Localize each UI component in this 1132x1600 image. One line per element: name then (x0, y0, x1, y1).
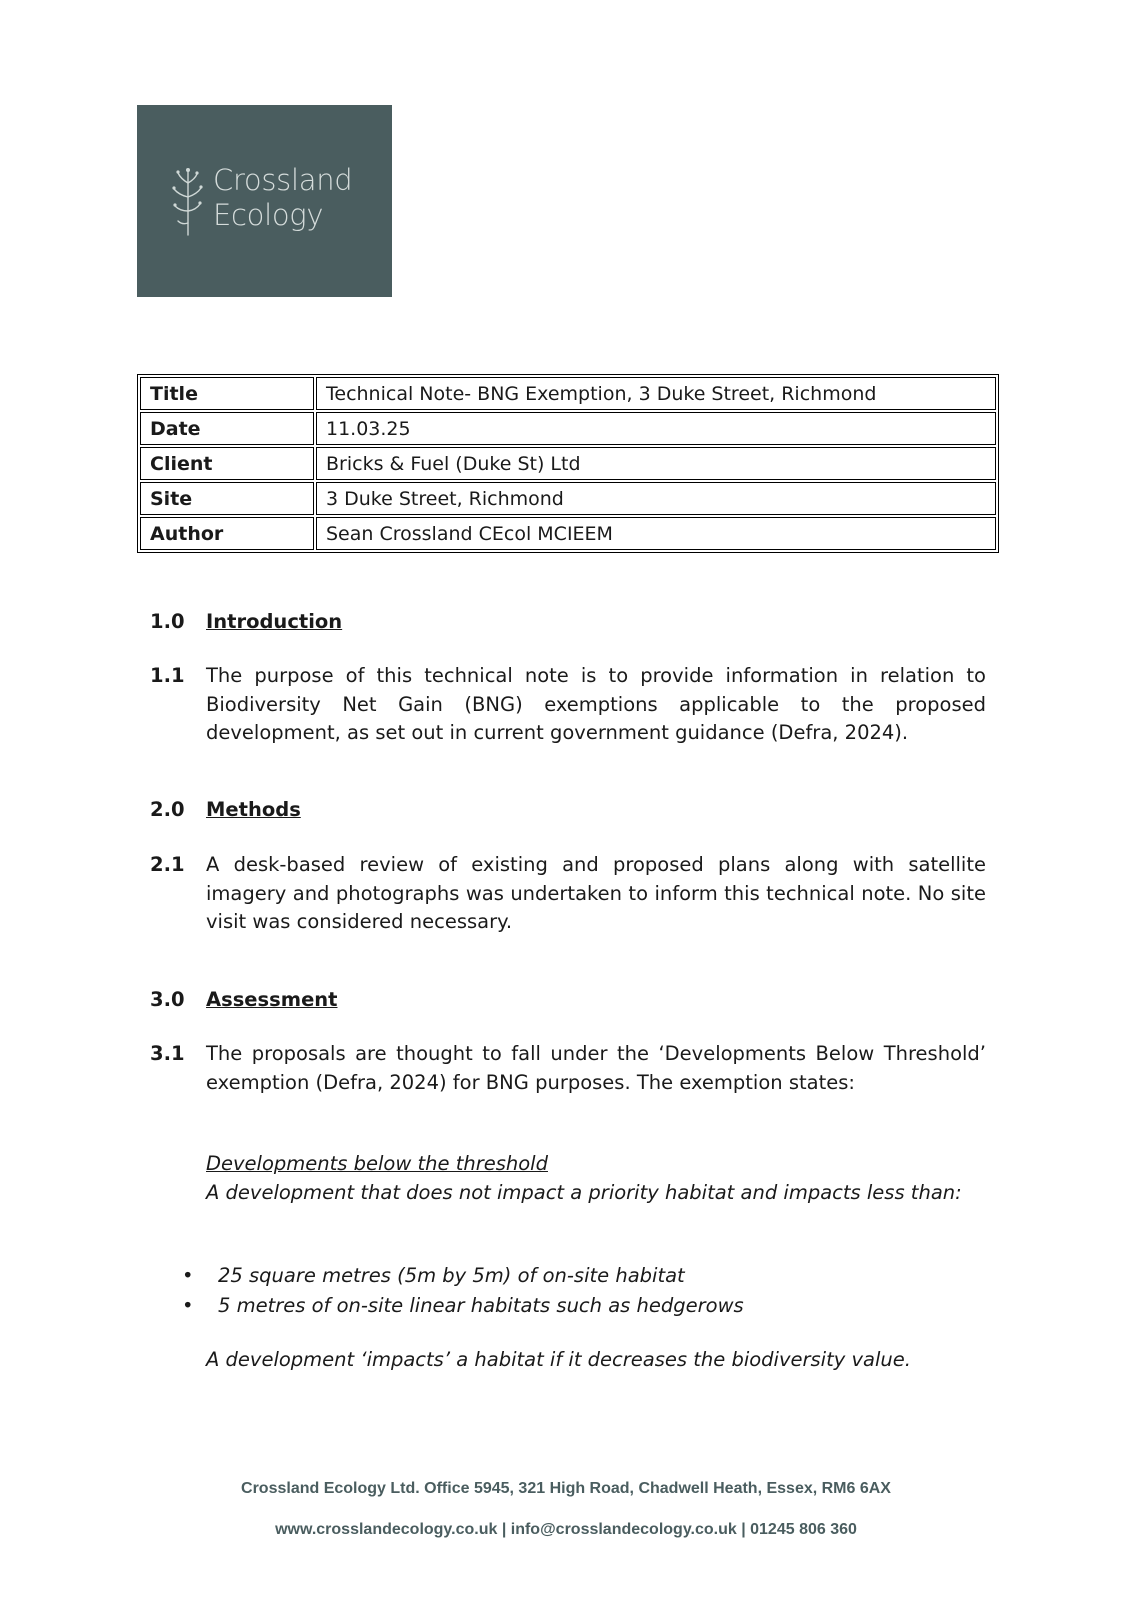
row-key: Title (140, 377, 314, 410)
paragraph-text: The proposals are thought to fall under the ‘Developments Below Threshold’ exemption (Defra, 2024) for BNG purposes. The exemption states: (206, 1042, 986, 1094)
footer-contact: www.crosslandecology.co.uk | info@crosslandecology.co.uk | 01245 806 360 (275, 1521, 857, 1538)
section-number: 3.0 (150, 988, 185, 1011)
table-row (140, 412, 996, 445)
section-title: Assessment (206, 988, 338, 1011)
bullet-list (150, 1261, 986, 1321)
list-item: • 5 metres of on-site linear habitats such as hedgerows (150, 1291, 986, 1321)
row-key: Client (140, 447, 314, 480)
paragraph-1-1 (150, 662, 986, 748)
document-info-table (137, 374, 999, 553)
section-heading-assessment (150, 986, 986, 1015)
section-number: 2.0 (150, 798, 185, 821)
row-value: 11.03.25 (316, 412, 996, 445)
section-number: 1.0 (150, 610, 185, 633)
paragraph-number: 1.1 (150, 664, 185, 687)
row-value: 3 Duke Street, Richmond (316, 482, 996, 515)
table-row (140, 482, 996, 515)
exemption-quote (150, 1150, 986, 1207)
quote-conclusion (150, 1346, 986, 1375)
section-title: Introduction (206, 610, 343, 633)
paragraph-3-1 (150, 1040, 986, 1097)
logo-line-2: Ecology (213, 198, 324, 232)
row-key: Author (140, 517, 314, 550)
quote-intro: A development that does not impact a priority habitat and impacts less than: (206, 1180, 962, 1204)
section-title: Methods (206, 798, 301, 821)
section-heading-methods (150, 796, 986, 825)
paragraph-number: 2.1 (150, 853, 185, 876)
list-item: • 25 square metres (5m by 5m) of on-site habitat (150, 1261, 986, 1291)
row-value: Bricks & Fuel (Duke St) Ltd (316, 447, 996, 480)
exemption-bullets (150, 1261, 986, 1321)
paragraph-text: The purpose of this technical note is to provide information in relation to Biodiversity Net Gain (BNG) exemptions applicable to the proposed development, as set out in current government guidance (Defra, 2024). (206, 664, 986, 744)
paragraph-text: A desk-based review of existing and proposed plans along with satellite imagery and photographs was undertaken to inform this technical note. No site visit was considered necessary. (206, 853, 986, 933)
table-row (140, 447, 996, 480)
row-value: Technical Note- BNG Exemption, 3 Duke Street, Richmond (316, 377, 996, 410)
logo-line-1: Crossland (213, 163, 353, 197)
paragraph-number: 3.1 (150, 1042, 185, 1065)
table-row (140, 517, 996, 550)
company-logo (137, 105, 392, 297)
quote-end: A development ‘impacts’ a habitat if it decreases the biodiversity value. (206, 1348, 911, 1371)
section-heading-introduction (150, 608, 986, 637)
row-key: Site (140, 482, 314, 515)
paragraph-2-1 (150, 851, 986, 937)
quote-title: Developments below the threshold (206, 1152, 548, 1175)
footer-address: Crossland Ecology Ltd. Office 5945, 321 High Road, Chadwell Heath, Essex, RM6 6AX (241, 1480, 891, 1497)
plant-sprig-icon (169, 165, 207, 237)
row-key: Date (140, 412, 314, 445)
table-row (140, 377, 996, 410)
row-value: Sean Crossland CEcol MCIEEM (316, 517, 996, 550)
